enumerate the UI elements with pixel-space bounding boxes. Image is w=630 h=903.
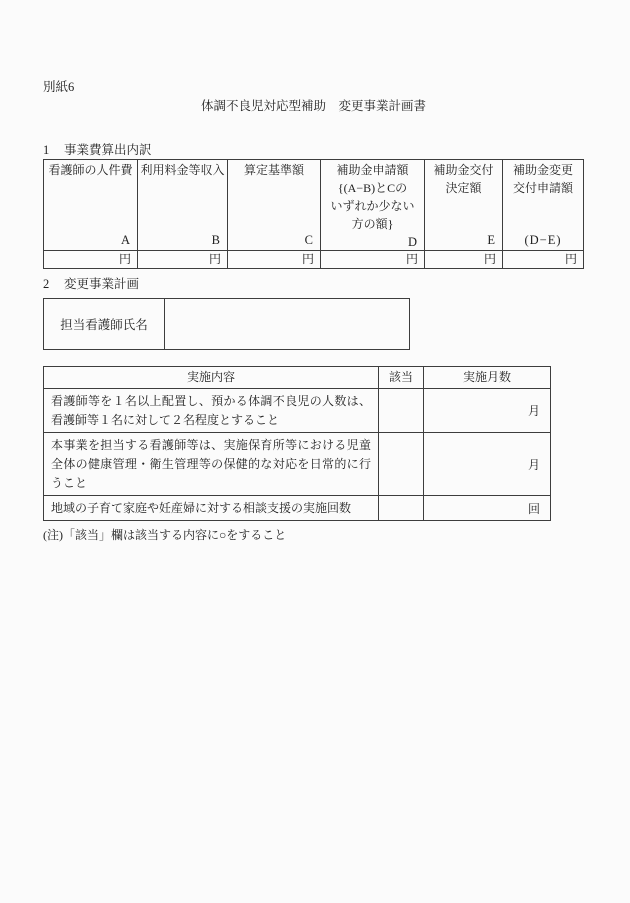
- unit-month-label: 月: [527, 404, 540, 418]
- amount-input-cell-d[interactable]: 円: [321, 251, 425, 268]
- section2-heading: [43, 277, 584, 292]
- unit-count-label: 回: [527, 501, 540, 516]
- budget-breakdown-table: [43, 159, 584, 269]
- column-header-formula-line1: {(A−B)とCの: [337, 181, 408, 195]
- column-header-text: 補助金交付: [433, 163, 494, 177]
- column-header-formula-line2: いずれか少ない: [330, 199, 415, 213]
- impl-content-text: 看護師等を１名以上配置し、預かる体調不良児の人数は、看護師等１名に対して２名程度とすること: [44, 389, 379, 432]
- budget-table-header-row: [44, 160, 583, 251]
- document-content: [43, 80, 584, 543]
- amount-input-cell-e[interactable]: 円: [425, 251, 503, 268]
- nurse-name-input-cell[interactable]: [165, 299, 409, 349]
- months-input-cell[interactable]: [424, 433, 550, 495]
- budget-col-standard-amount: [228, 160, 321, 250]
- header-implementation-content: 実施内容: [44, 367, 379, 388]
- amount-input-cell-b[interactable]: 円: [138, 251, 228, 268]
- amount-input-cell-c[interactable]: 円: [228, 251, 321, 268]
- applicable-mark-cell[interactable]: [379, 496, 424, 520]
- column-header-text: 利用料金等収入: [140, 163, 225, 177]
- unit-month-label: 月: [527, 457, 540, 472]
- implementation-table: [43, 366, 551, 521]
- amount-input-cell-d-minus-e[interactable]: 円: [564, 252, 577, 266]
- section1-heading-text: 事業費算出内訳: [64, 143, 152, 157]
- amount-input-cell-a[interactable]: 円: [44, 251, 138, 268]
- impl-row-health-management: [44, 432, 550, 495]
- section2-number: 2: [43, 277, 50, 291]
- impl-row-nurse-staffing: [44, 388, 550, 432]
- impl-content-text: 本事業を担当する看護師等は、実施保育所等における児童全体の健康管理・衛生管理等の保健的な対応を日常的に行うこと: [44, 433, 379, 495]
- column-header-text: 看護師の人件費: [48, 163, 133, 177]
- column-letter-c: C: [304, 233, 314, 247]
- column-header-text: 補助金申請額: [336, 163, 409, 177]
- header-implementation-months: 実施月数: [462, 370, 511, 384]
- column-letter-e: E: [487, 233, 496, 247]
- column-letter-d-minus-e: (D−E): [524, 233, 562, 247]
- column-letter-d: D: [407, 235, 418, 249]
- header-applicable: 該当: [379, 367, 424, 388]
- footnote: (注)「該当」欄は該当する内容に○をすること: [43, 528, 287, 542]
- column-header-text-line2: 交付申請額: [512, 181, 573, 195]
- budget-col-usage-fee-income: [138, 160, 228, 250]
- budget-col-nurse-personnel-cost: [44, 160, 138, 250]
- implementation-table-header-row: [44, 367, 550, 388]
- applicable-mark-cell[interactable]: [379, 389, 424, 432]
- count-input-cell[interactable]: [424, 496, 550, 520]
- months-input-cell[interactable]: [424, 389, 550, 432]
- column-header-text: 算定基準額: [243, 163, 304, 177]
- nurse-name-label: 担当看護師氏名: [44, 299, 165, 349]
- column-letter-b: B: [211, 233, 221, 247]
- section1-heading: [43, 143, 584, 158]
- column-header-formula-line3: 方の額}: [351, 217, 394, 231]
- column-header-text: 補助金変更: [512, 163, 573, 177]
- column-header-text-line2: 決定額: [445, 181, 482, 195]
- impl-content-text: 地域の子育て家庭や妊産婦に対する相談支援の実施回数: [44, 496, 379, 520]
- applicable-mark-cell[interactable]: [379, 433, 424, 495]
- budget-table-amount-row: [44, 251, 583, 268]
- column-letter-a: A: [120, 233, 131, 247]
- budget-col-subsidy-change-application: [503, 160, 583, 250]
- document-title: 体調不良児対応型補助 変更事業計画書: [200, 99, 426, 113]
- budget-col-subsidy-application-amount: [321, 160, 425, 250]
- attachment-label: 別紙6: [43, 80, 75, 94]
- budget-col-subsidy-grant-decision: [425, 160, 503, 250]
- section1-number: 1: [43, 143, 50, 157]
- impl-row-consultation-support: [44, 495, 550, 520]
- nurse-name-box: [43, 298, 410, 350]
- section2-heading-text: 変更事業計画: [64, 277, 140, 291]
